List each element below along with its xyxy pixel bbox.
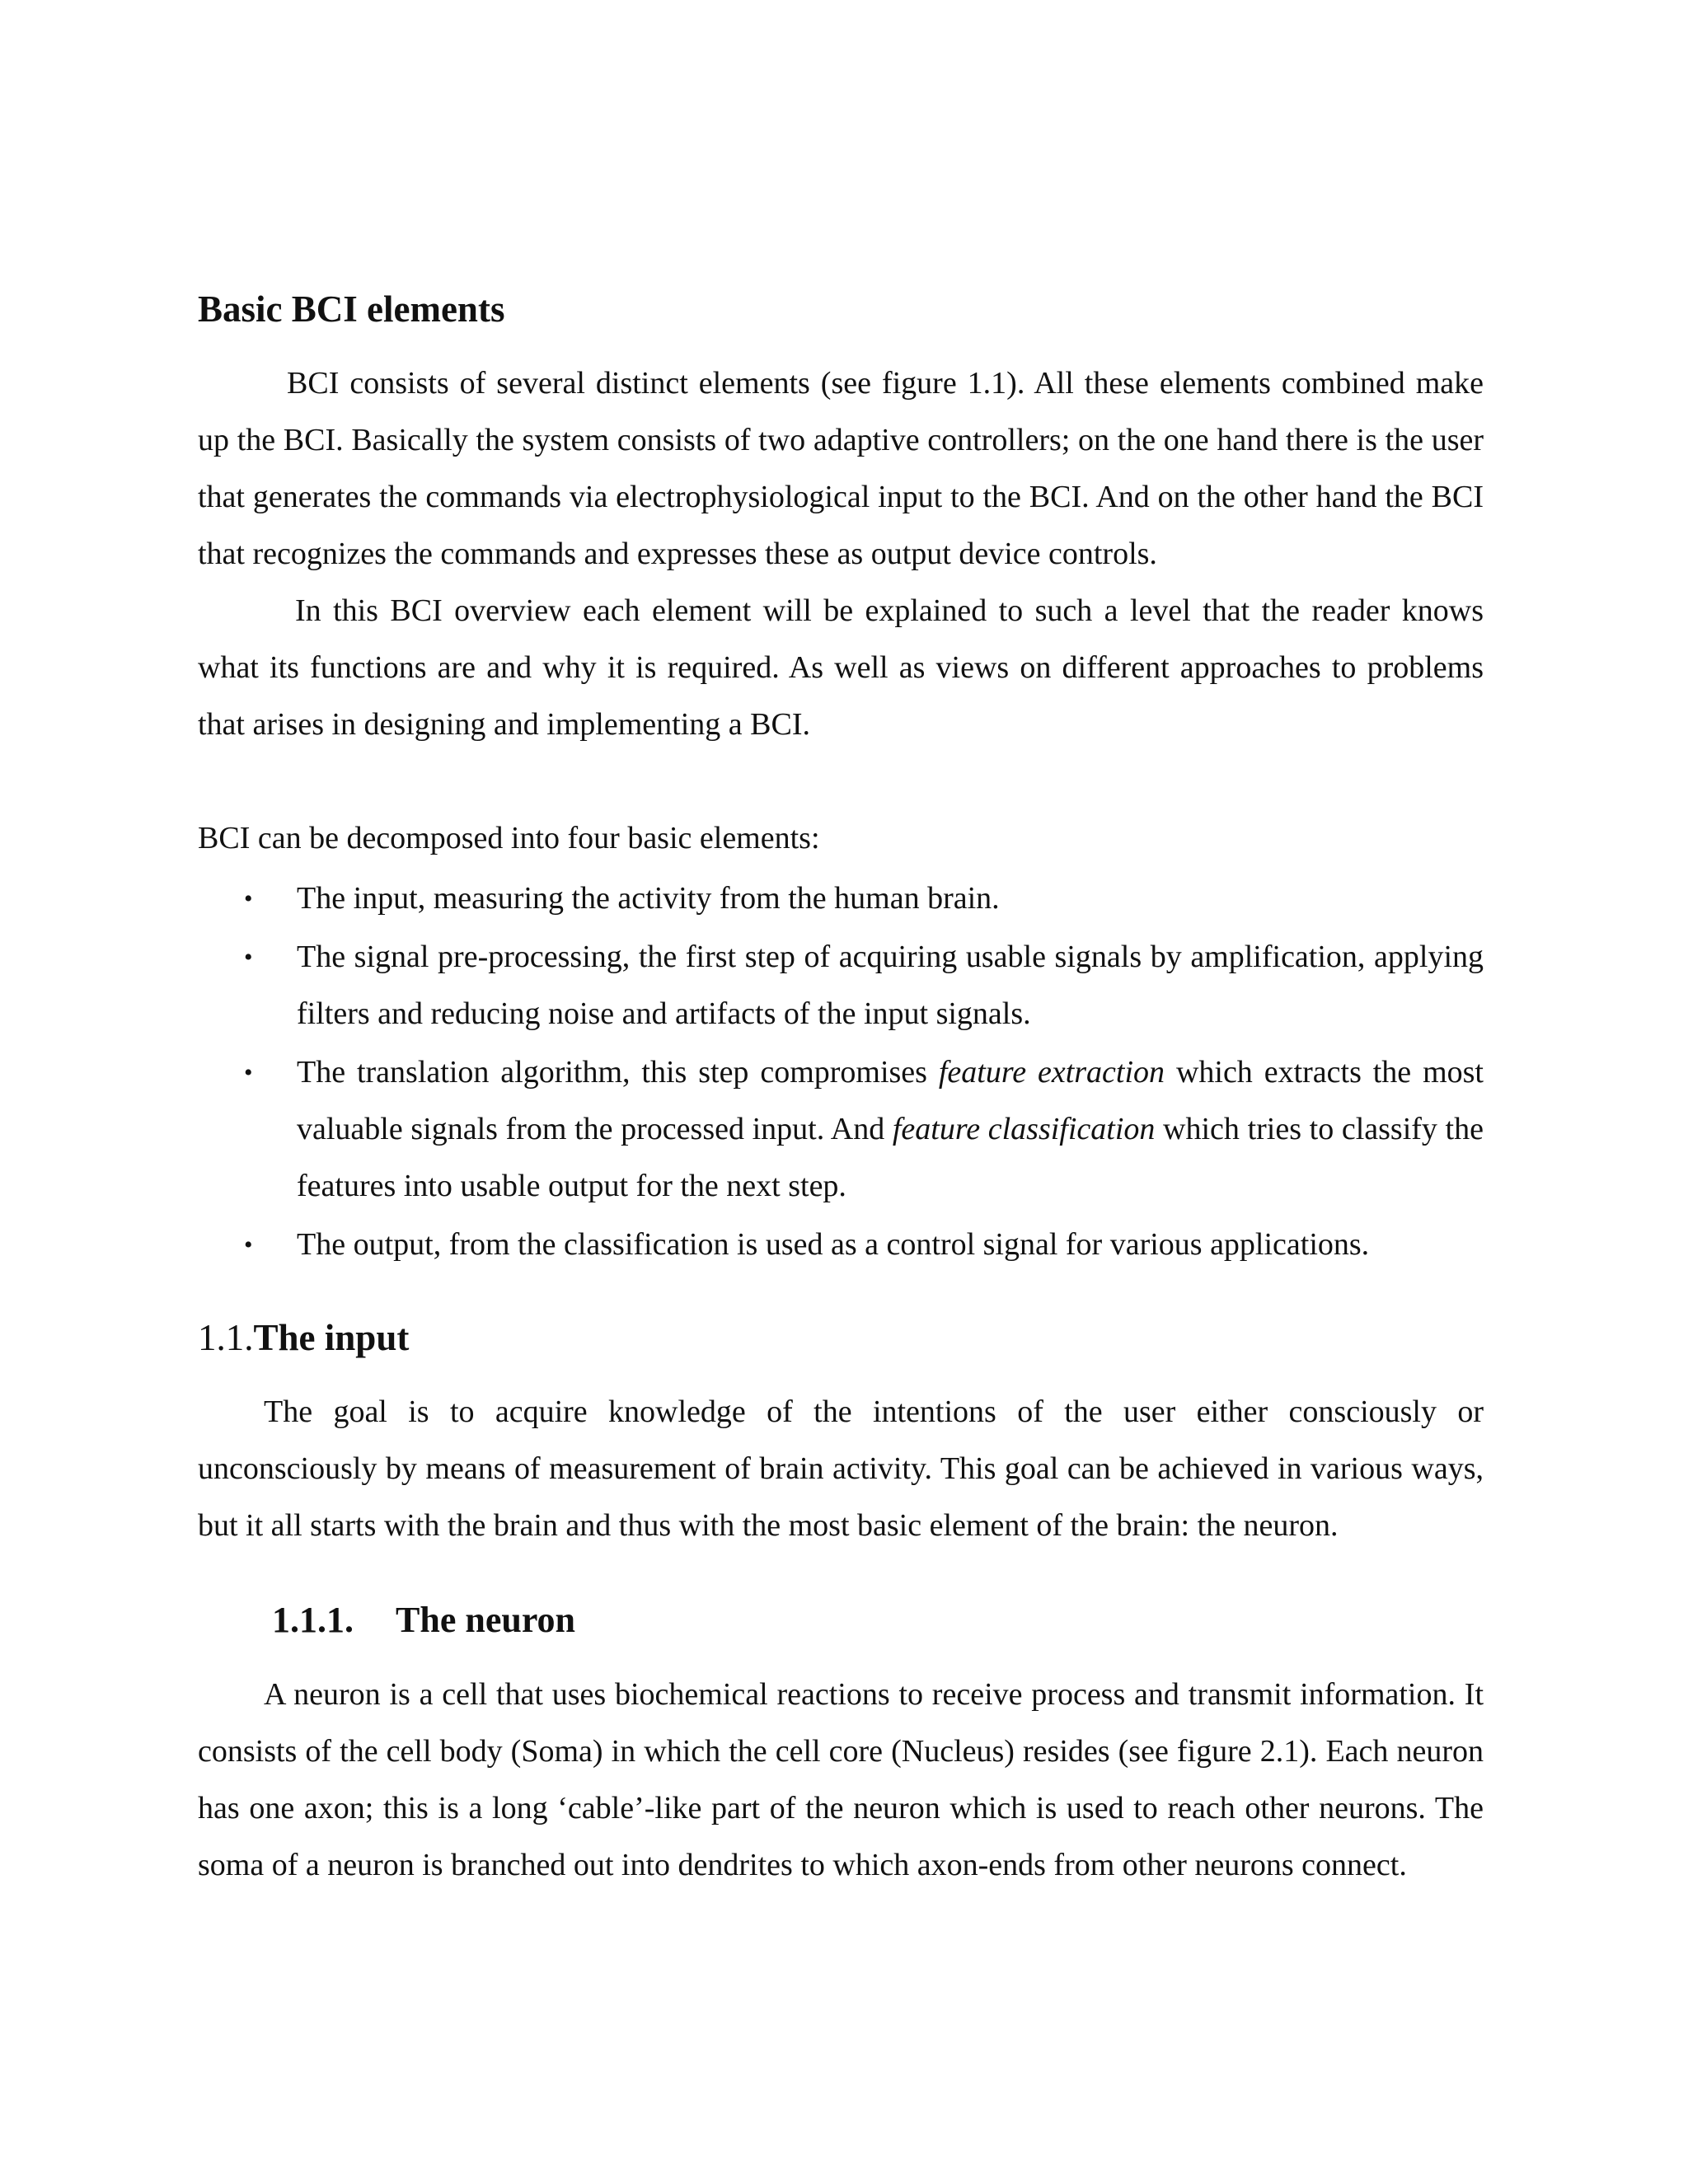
heading-title: The input	[253, 1317, 410, 1358]
heading-1-1-1	[272, 1596, 1484, 1645]
heading-number: 1.1.	[198, 1317, 254, 1358]
paragraph-input: The goal is to acquire knowledge of the intentions of the user either consciously or unconsciously by means of measurement of brain activity. This goal can be achieved in various ways, but it all starts with the brain and thus with the most basic element of the brain: the neuron.	[198, 1394, 1484, 1543]
paragraph-gap	[198, 753, 1484, 810]
list-item	[198, 870, 1484, 927]
bullet-icon: •	[244, 944, 253, 971]
term-feature-extraction: feature extraction	[938, 1055, 1165, 1090]
list-item-text: which extracts the most valuable signals from the processed input. And	[297, 1055, 1484, 1146]
paragraph-bci-elements: BCI consists of several distinct elements (see figure 1.1). All these elements combined make up the BCI. Basically the system consists of two adaptive controllers; on the one hand there is the user that generates the commands via electrophysiological input to the BCI. And on the other hand the BCI that recognizes the commands and expresses these as output device controls.	[198, 366, 1484, 571]
term-feature-classification: feature classification	[892, 1112, 1156, 1146]
list-item-text: The input, measuring the activity from the human brain.	[297, 881, 1000, 916]
heading-1-1	[198, 1313, 1484, 1362]
bullet-icon: •	[244, 885, 253, 912]
list-item-text: The translation algorithm, this step compromises	[297, 1055, 939, 1090]
page-content	[198, 284, 1484, 1894]
heading-number: 1.1.1.	[272, 1600, 354, 1640]
bullet-icon: •	[244, 1059, 253, 1086]
list-item-text: The signal pre-processing, the first step of acquiring usable signals by amplification, applying filters and reducing noise and artifacts of the input signals.	[297, 940, 1484, 1031]
bullet-icon: •	[244, 1231, 253, 1258]
list-item	[198, 929, 1484, 1043]
list-intro: BCI can be decomposed into four basic elements:	[198, 821, 820, 855]
section-title: Basic BCI elements	[198, 288, 505, 330]
paragraph-neuron: A neuron is a cell that uses biochemical reactions to receive process and transmit information. It consists of the cell body (Soma) in which the cell core (Nucleus) resides (see figure 2.1). Each neuron has one axon; this is a long ‘cable’-like part of the neuron which is used to reach other neurons. The soma of a neuron is branched out into dendrites to which axon-ends from other neurons connect.	[198, 1677, 1484, 1882]
list-item-text: The output, from the classification is used as a control signal for various applications.	[297, 1227, 1370, 1262]
list-item	[198, 1216, 1484, 1273]
paragraph-overview: In this BCI overview each element will be explained to such a level that the reader knows what its functions are and why it is required. As well as views on different approaches to problems that arises in designing and implementing a BCI.	[198, 593, 1484, 742]
list-item	[198, 1044, 1484, 1215]
list-item-text: which tries to classify the features into usable output for the next step.	[297, 1112, 1484, 1203]
heading-title: The neuron	[396, 1600, 576, 1640]
bullet-list	[198, 870, 1484, 1273]
